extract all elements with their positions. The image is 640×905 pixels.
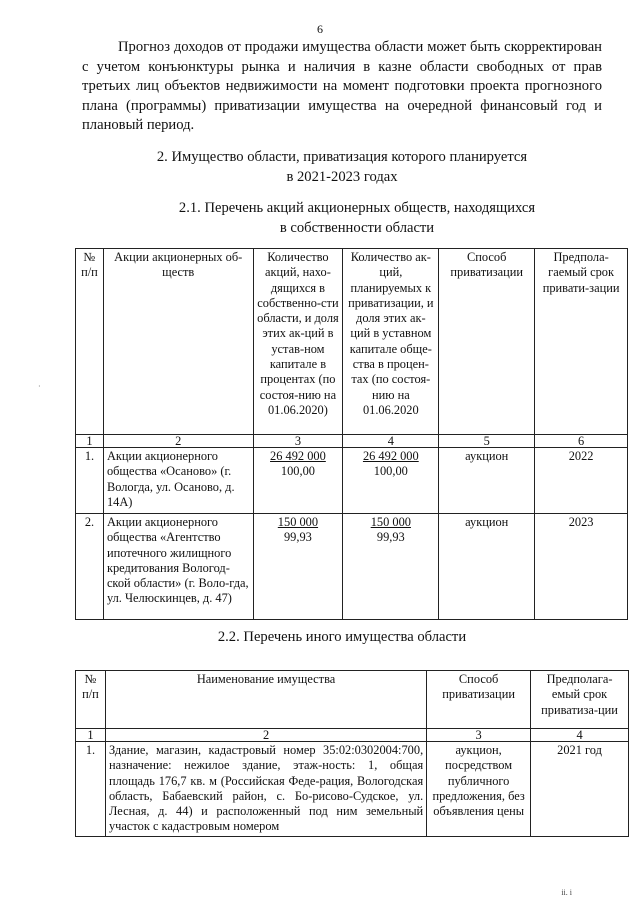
header-method: Способ приватизации: [427, 671, 531, 729]
table-row: [76, 742, 629, 837]
page-number: 6: [317, 22, 323, 36]
row-planned: [343, 514, 439, 620]
held-shares-percent: 100,00: [280, 464, 315, 479]
row-term: 2023: [535, 514, 628, 620]
row-term: 2021 год: [531, 742, 629, 837]
header-num: № п/п: [76, 249, 104, 435]
col-number: 3: [253, 435, 343, 448]
row-planned: [343, 448, 439, 514]
planned-shares-percent: 100,00: [373, 464, 408, 479]
section-2-heading-line1: 2. Имущество области, приватизация которого планируется: [156, 149, 528, 165]
header-shares-name: Акции акционерных об-ществ: [103, 249, 253, 435]
col-number: 4: [531, 729, 629, 742]
table-row: [76, 448, 628, 514]
row-method: аукцион, посредством публичного предложения, без объявления цены: [427, 742, 531, 837]
section-2-1-heading-line1: 2.1. Перечень акций акционерных обществ, находящихся: [178, 200, 536, 216]
row-held: [253, 448, 343, 514]
footer-mark: ii. i: [561, 888, 572, 897]
col-number: 6: [535, 435, 628, 448]
col-number: 3: [427, 729, 531, 742]
col-number: 1: [76, 435, 104, 448]
property-table-number-row: [76, 729, 629, 742]
section-2-2-heading: 2.2. Перечень иного имущества области: [217, 629, 467, 645]
shares-table-header-row: [76, 249, 628, 435]
col-number: 5: [439, 435, 535, 448]
section-2-heading: [82, 148, 602, 187]
held-shares-count: 150 000: [277, 515, 319, 529]
header-planned-shares: Количество ак-ций, планируемых к приватизации, и доля этих ак-ций в уставном капитале обще-ства в процен-тах (по состоя-нию на 01.06.2020: [343, 249, 439, 435]
row-term: 2022: [535, 448, 628, 514]
margin-mark: ·: [38, 382, 41, 391]
property-table: [75, 670, 629, 837]
row-num: 2.: [76, 514, 104, 620]
col-number: 2: [105, 729, 426, 742]
col-number: 2: [103, 435, 253, 448]
property-table-header-row: [76, 671, 629, 729]
header-term: Предполага-емый срок приватиза-ции: [531, 671, 629, 729]
planned-shares-count: 150 000: [370, 515, 411, 529]
header-held-shares: Количество акций, нахо-дящихся в собственно-сти области, и доля этих ак-ций в устав-ном капитале в процентах (по состоя-нию на 01.06.2020): [253, 249, 343, 435]
row-held: [253, 514, 343, 620]
row-company-name: Акции акционерного общества «Осаново» (г. Вологда, ул. Осаново, д. 14А): [103, 448, 253, 514]
shares-table-number-row: [76, 435, 628, 448]
header-method: Способ приватизации: [439, 249, 535, 435]
row-method: аукцион: [439, 514, 535, 620]
planned-shares-percent: 99,93: [376, 530, 405, 545]
row-method: аукцион: [439, 448, 535, 514]
header-num: № п/п: [76, 671, 106, 729]
row-num: 1.: [76, 742, 106, 837]
section-2-1-heading: [112, 199, 602, 238]
section-2-1-heading-line2: в собственности области: [279, 219, 435, 236]
col-number: 1: [76, 729, 106, 742]
row-company-name: Акции акционерного общества «Агентство ипотечного жилищного кредитования Вологод-ской области» (г. Воло-гда, ул. Челюскинцев, д. 47): [103, 514, 253, 620]
held-shares-percent: 99,93: [283, 530, 312, 545]
planned-shares-count: 26 492 000: [362, 449, 419, 463]
shares-table: [75, 248, 628, 620]
row-property-name: Здание, магазин, кадастровый номер 35:02:0302004:700, назначение: нежилое здание, этаж-ность: 1, общая площадь 176,7 кв. м (Российская Феде-рация, Вологодская область, Бабаевский район, с. Бо-рисово-Судское, ул. Лесная, д. 44) и расположенный под ним земельный участок с кадастровым номером: [105, 742, 426, 837]
section-2-heading-line2: в 2021-2023 годах: [286, 168, 398, 185]
row-num: 1.: [76, 448, 104, 514]
header-property-name: Наименование имущества: [105, 671, 426, 729]
table-row: [76, 514, 628, 620]
intro-paragraph: Прогноз доходов от продажи имущества области может быть скорректирован с учетом конъюнктуры рынка и наличия в казне области свободных от прав третьих лиц объектов недвижимости на момент подготовки проекта прогнозного плана (программы) приватизации имущества на очередной финансовый год и плановый период.: [82, 39, 602, 134]
held-shares-count: 26 492 000: [270, 449, 326, 463]
col-number: 4: [343, 435, 439, 448]
header-term: Предпола-гаемый срок привати-зации: [535, 249, 628, 435]
